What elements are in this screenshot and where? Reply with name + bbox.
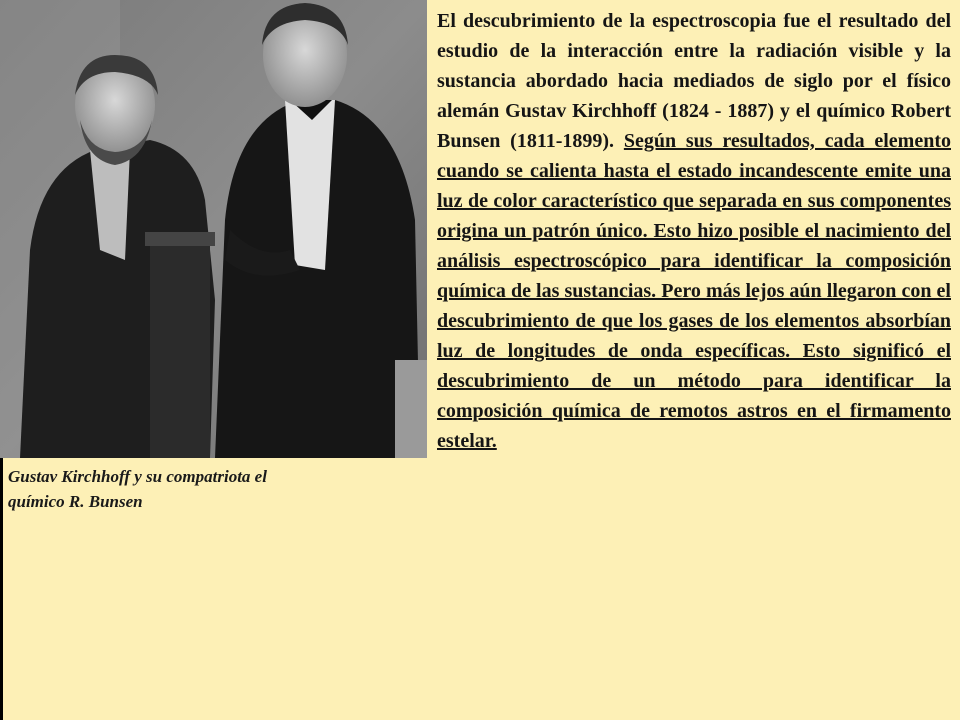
caption-line-2: químico R. Bunsen <box>8 492 143 511</box>
caption-line-1: Gustav Kirchhoff y su compatriota el <box>8 467 267 486</box>
photo-caption <box>8 464 413 514</box>
historical-photo <box>0 0 427 458</box>
body-paragraph <box>437 6 951 456</box>
paragraph-plain-part: El descubrimiento de la espectroscopia fue el resultado del estudio de la interacción entre la radiación visible y la sustancia abordado hacia mediados de siglo por el físico alemán Gustav Kirchhoff (1824 - 1887) y el químico Robert Bunsen (1811-1899). <box>437 10 951 152</box>
paragraph-underlined-part: Según sus resultados, cada elemento cuando se calienta hasta el estado incandescente emite una luz de color característico que separada en sus componentes origina un patrón único. Esto hizo posible el nacimiento del análisis espectroscópico para identificar la composición química de las sustancias. Pero más lejos aún llegaron con el descubrimiento de que los gases de los elementos absorbían luz de longitudes de onda específicas. Esto significó el descubrimiento de un método para identificar la composición química de remotos astros en el firmamento estelar. <box>437 130 951 452</box>
